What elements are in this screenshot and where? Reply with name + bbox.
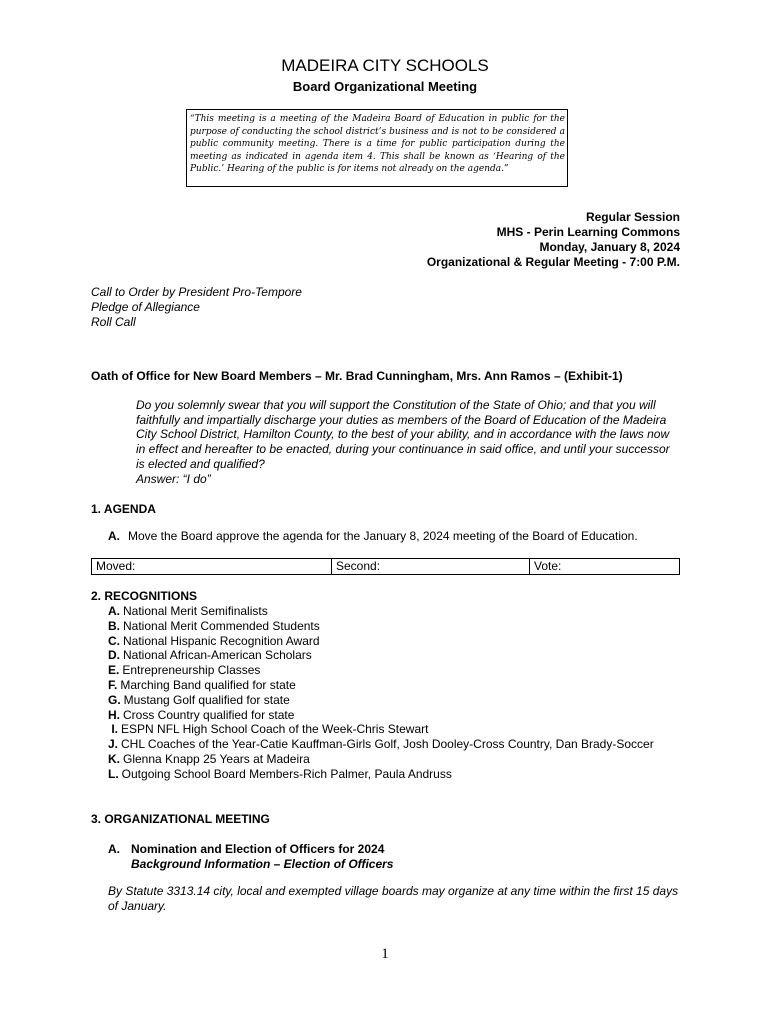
list-item: F. Marching Band qualified for state bbox=[108, 677, 296, 692]
agenda-item-letter: A. bbox=[108, 529, 120, 543]
list-item: A. National Merit Semifinalists bbox=[108, 604, 268, 618]
list-item: D. National African-American Scholars bbox=[108, 648, 312, 663]
list-item: B. National Merit Commended Students bbox=[108, 618, 320, 633]
call-to-order: Call to Order by President Pro-Tempore bbox=[91, 285, 302, 299]
list-item: E. Entrepreneurship Classes bbox=[108, 663, 261, 678]
list-item: J. CHL Coaches of the Year-Catie Kauffman-Girls Golf, Josh Dooley-Cross Country, Dan Brady-Soccer bbox=[108, 737, 654, 752]
document-title: MADEIRA CITY SCHOOLS bbox=[281, 56, 489, 75]
agenda-item-text: Move the Board approve the agenda for the January 8, 2024 meeting of the Board of Education. bbox=[128, 529, 638, 543]
pledge-of-allegiance: Pledge of Allegiance bbox=[91, 300, 200, 314]
oath-text: Do you solemnly swear that you will support the Constitution of the State of Ohio; and that you will faithfully and impartially discharge your duties as members of the Board of Education of the Madeira City School District, Hamilton County, to the best of your ability, and in accordance with the laws now in effect and hereafter to be enacted, during your continuance in said office, and until your successor is elected and qualified? bbox=[136, 398, 670, 471]
oath-answer: Answer: “I do” bbox=[136, 471, 211, 486]
statute-text: By Statute 3313.14 city, local and exempted village boards may organize at any time within the first 15 days of January. bbox=[108, 884, 679, 913]
agenda-item-a bbox=[108, 529, 638, 543]
organizational-item-a bbox=[108, 842, 393, 872]
page-number: 1 bbox=[381, 946, 389, 962]
list-item: L. Outgoing School Board Members-Rich Palmer, Paula Andruss bbox=[108, 766, 452, 781]
moved-cell: Moved: bbox=[92, 559, 332, 575]
roll-call: Roll Call bbox=[91, 315, 136, 329]
organizational-heading: 3. ORGANIZATIONAL MEETING bbox=[91, 812, 270, 826]
list-item: C. National Hispanic Recognition Award bbox=[108, 633, 320, 648]
session-meeting-time: Organizational & Regular Meeting - 7:00 P.M. bbox=[426, 255, 680, 269]
vote-table bbox=[91, 558, 680, 575]
agenda-heading: 1. AGENDA bbox=[91, 502, 156, 516]
public-notice-box: “This meeting is a meeting of the Madeira Board of Education in public for the purpose of conducting the school district’s business and is not to be considered a public community meeting. There is a time for public participation during the meeting as indicated in agenda item 4. This shall be known as ‘Hearing of the Public.’ Hearing of the public is for items not already on the agenda.” bbox=[186, 109, 568, 187]
opening-items bbox=[91, 285, 302, 330]
session-info bbox=[427, 210, 680, 270]
second-cell: Second: bbox=[332, 559, 530, 575]
document-subtitle: Board Organizational Meeting bbox=[292, 79, 478, 94]
session-location: MHS - Perin Learning Commons bbox=[496, 225, 680, 239]
list-item: H. Cross Country qualified for state bbox=[108, 707, 295, 722]
vote-cell: Vote: bbox=[530, 559, 680, 575]
list-item: K. Glenna Knapp 25 Years at Madeira bbox=[108, 751, 310, 766]
oath-heading: Oath of Office for New Board Members – Mr. Brad Cunningham, Mrs. Ann Ramos – (Exhibit-1) bbox=[91, 369, 623, 383]
organizational-item-title: Nomination and Election of Officers for 2024 bbox=[131, 842, 385, 856]
oath-text-block bbox=[136, 398, 676, 486]
organizational-item-letter: A. bbox=[108, 842, 120, 856]
list-item: G. Mustang Golf qualified for state bbox=[108, 692, 290, 707]
session-type: Regular Session bbox=[585, 210, 680, 224]
list-item: I. ESPN NFL High School Coach of the Week-Chris Stewart bbox=[111, 722, 429, 737]
session-date: Monday, January 8, 2024 bbox=[539, 240, 680, 254]
recognitions-list bbox=[108, 604, 654, 782]
organizational-item-subtitle: Background Information – Election of Officers bbox=[131, 857, 394, 871]
vote-row bbox=[92, 559, 680, 575]
recognitions-heading: 2. RECOGNITIONS bbox=[91, 589, 198, 603]
